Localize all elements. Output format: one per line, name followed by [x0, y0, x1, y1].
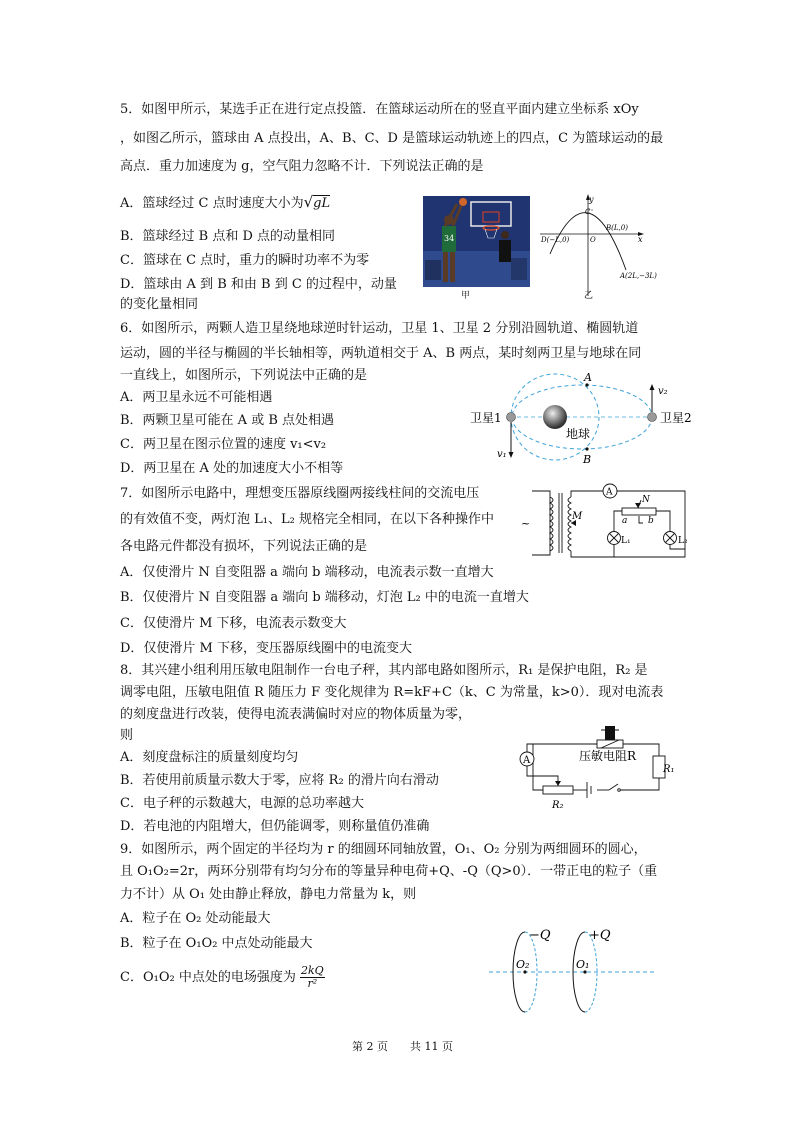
q5-option-d-line1: D．篮球由 A 到 B 和由 B 到 C 的过程中，动量 [120, 277, 397, 292]
satellite2-icon [648, 413, 657, 422]
q6-stem-line2: 运动，圆的半径与椭圆的半长轴相等，两轨道相交于 A、B 两点，某时刻两卫星与地球在同 [120, 346, 642, 361]
slider-m-label: M [572, 511, 583, 522]
q5-option-b: B．篮球经过 B 点和 D 点的动量相同 [120, 229, 336, 244]
q6-stem-line1: 6．如图所示，两颗人造卫星绕地球逆时针运动，卫星 1、卫星 2 分别沿圆轨道、椭圆轨道 [120, 321, 639, 336]
q5-option-a [120, 193, 330, 213]
field-fraction [300, 965, 325, 990]
q9-option-a: A．粒子在 O₂ 处动能最大 [120, 911, 271, 926]
v2-label: v₂ [658, 386, 668, 397]
graph-c-label: C [585, 208, 591, 216]
end-b-label: b [648, 516, 654, 526]
rings-diagram [485, 924, 665, 1024]
graph-a-label: A(2L,−3L) [620, 272, 657, 280]
q5-option-a-radicand: gL [313, 196, 331, 211]
scale-circuit [515, 716, 685, 810]
lamp-l1-label: L₁ [621, 536, 631, 546]
q8-stem-line4: 则 [120, 728, 134, 743]
q9-option-c-text: C．O₁O₂ 中点处的电场强度为 [120, 970, 296, 985]
graph-x-label: x [638, 235, 643, 244]
graph-b-label: B(L,0) [606, 224, 628, 232]
v1-label: v₁ [497, 449, 507, 460]
neg-q-label: −Q [529, 928, 551, 943]
q8-ammeter-label: A [523, 755, 531, 766]
graph-y-label: y [589, 195, 594, 204]
q8-stem-line3: 的刻度盘进行改装，使得电流表满偏时对应的物体质量为零， [120, 707, 472, 722]
q5-stem-line3: 高点．重力加速度为 g，空气阻力忽略不计．下列说法正确的是 [120, 159, 484, 174]
q6-option-c: C．两卫星在图示位置的速度 v₁<v₂ [120, 437, 327, 452]
figure-label-jia: 甲 [461, 291, 471, 301]
q8-stem-line1: 8．其兴建小组利用压敏电阻制作一台电子秤，其内部电路如图所示，R₁ 是保护电阻，R₂ 是 [120, 663, 648, 678]
sat1-label: 卫星1 [470, 411, 502, 425]
graph-d-label: D(−L,0) [541, 236, 570, 244]
pressure-resistor-label: 压敏电阻R [579, 749, 637, 763]
pressure-block-icon [605, 726, 615, 740]
q9-option-b: B．粒子在 O₁O₂ 中点处动能最大 [120, 936, 313, 951]
q8-stem-line2: 调零电阻，压敏电阻值 R 随压力 F 变化规律为 R=kF+C（k、C 为常量，k>0）．现对电流表 [120, 685, 664, 700]
satellite1-icon [507, 413, 516, 422]
q9-option-c [120, 965, 325, 990]
o1-label: O₁ [576, 958, 590, 971]
earth-icon [543, 405, 567, 429]
q7-option-b: B．仅使滑片 N 自变阻器 a 端向 b 端移动，灯泡 L₂ 中的电流一直增大 [120, 590, 529, 605]
q8-option-c: C．电子秤的示数越大，电源的总功率越大 [120, 796, 364, 811]
basketball-photo [423, 196, 530, 287]
q7-option-a: A．仅使滑片 N 自变阻器 a 端向 b 端移动，电流表示数一直增大 [120, 565, 494, 580]
q5-stem-line1: 5．如图甲所示，某选手正在进行定点投篮．在篮球运动所在的竖直平面内建立坐标系 xOy [120, 102, 639, 117]
point-b-label: B [583, 453, 592, 466]
pos-q-label: +Q [589, 928, 611, 943]
q8-option-a: A．刻度盘标注的质量刻度均匀 [120, 750, 299, 765]
q5-option-c: C．篮球在 C 点时，重力的瞬时功率不为零 [120, 253, 370, 268]
q9-stem-line2: 且 O₁O₂=2r，两环分别带有均匀分布的等量异种电荷+Q、-Q（Q>0）．一带正电的粒子（重 [120, 864, 658, 879]
sqrt-sign: √ [303, 193, 314, 211]
q7-stem-line1: 7．如图所示电路中，理想变压器原线圈两接线柱间的交流电压 [120, 486, 480, 501]
q5-stem-line2: ，如图乙所示，篮球由 A 点投出，A、B、C、D 是篮球运动轨迹上的四点，C 为篮球运动的最 [120, 131, 664, 146]
graph-o-label: O [590, 236, 596, 244]
q7-stem-line3: 各电路元件都没有损坏，下列说法正确的是 [120, 539, 368, 554]
q7-option-c: C．仅使滑片 M 下移，电流表示数变大 [120, 616, 347, 631]
r2-label: R₂ [552, 800, 564, 811]
ac-source-symbol: ~ [521, 517, 531, 530]
fraction-denominator: r² [307, 977, 318, 990]
orbit-diagram [470, 370, 710, 470]
figure-label-yi: 乙 [584, 291, 594, 301]
end-a-label: a [622, 516, 628, 526]
q6-option-b: B．两颗卫星可能在 A 或 B 点处相遇 [120, 413, 335, 428]
lamp-l2-label: L₂ [678, 536, 688, 546]
slider-n-label: N [642, 495, 650, 505]
q8-option-b: B．若使用前质量示数大于零，应将 R₂ 的滑片向右滑动 [120, 773, 439, 788]
jersey-number: 34 [444, 234, 455, 243]
q9-stem-line1: 9．如图所示，两个固定的半径均为 r 的细圆环同轴放置，O₁、O₂ 分别为两细圆环的圆心， [120, 842, 647, 857]
q9-stem-line3: 力不计）从 O₁ 处由静止释放，静电力常量为 k，则 [120, 887, 417, 902]
q5-option-d-line2: 的变化量相同 [120, 297, 199, 312]
point-a-label: A [584, 371, 592, 384]
q6-option-d: D．两卫星在 A 处的加速度大小不相等 [120, 461, 344, 476]
fraction-numerator: 2kQ [300, 964, 324, 977]
q7-option-d: D．仅使滑片 M 下移，变压器原线圈中的电流变大 [120, 641, 412, 656]
transformer-circuit [520, 483, 690, 563]
trajectory-graph [538, 192, 657, 302]
q6-stem-line3: 一直线上，如图所示，下列说法中正确的是 [120, 368, 368, 383]
r1-label: R₁ [663, 764, 675, 775]
o2-label: O₂ [516, 958, 530, 971]
q8-option-d: D．若电池的内阻增大，但仍能调零，则称量值仍准确 [120, 819, 430, 834]
q7-stem-line2: 的有效值不变，两灯泡 L₁、L₂ 规格完全相同，在以下各种操作中 [120, 512, 494, 527]
q6-option-a: A．两卫星永远不可能相遇 [120, 390, 273, 405]
page-footer: 第 2 页 共 11 页 [352, 1040, 453, 1053]
earth-label: 地球 [566, 427, 591, 441]
sat2-label: 卫星2 [660, 411, 692, 425]
q7-ammeter-label: A [606, 487, 613, 498]
q5-option-a-text: A．篮球经过 C 点时速度大小为 [120, 196, 304, 211]
